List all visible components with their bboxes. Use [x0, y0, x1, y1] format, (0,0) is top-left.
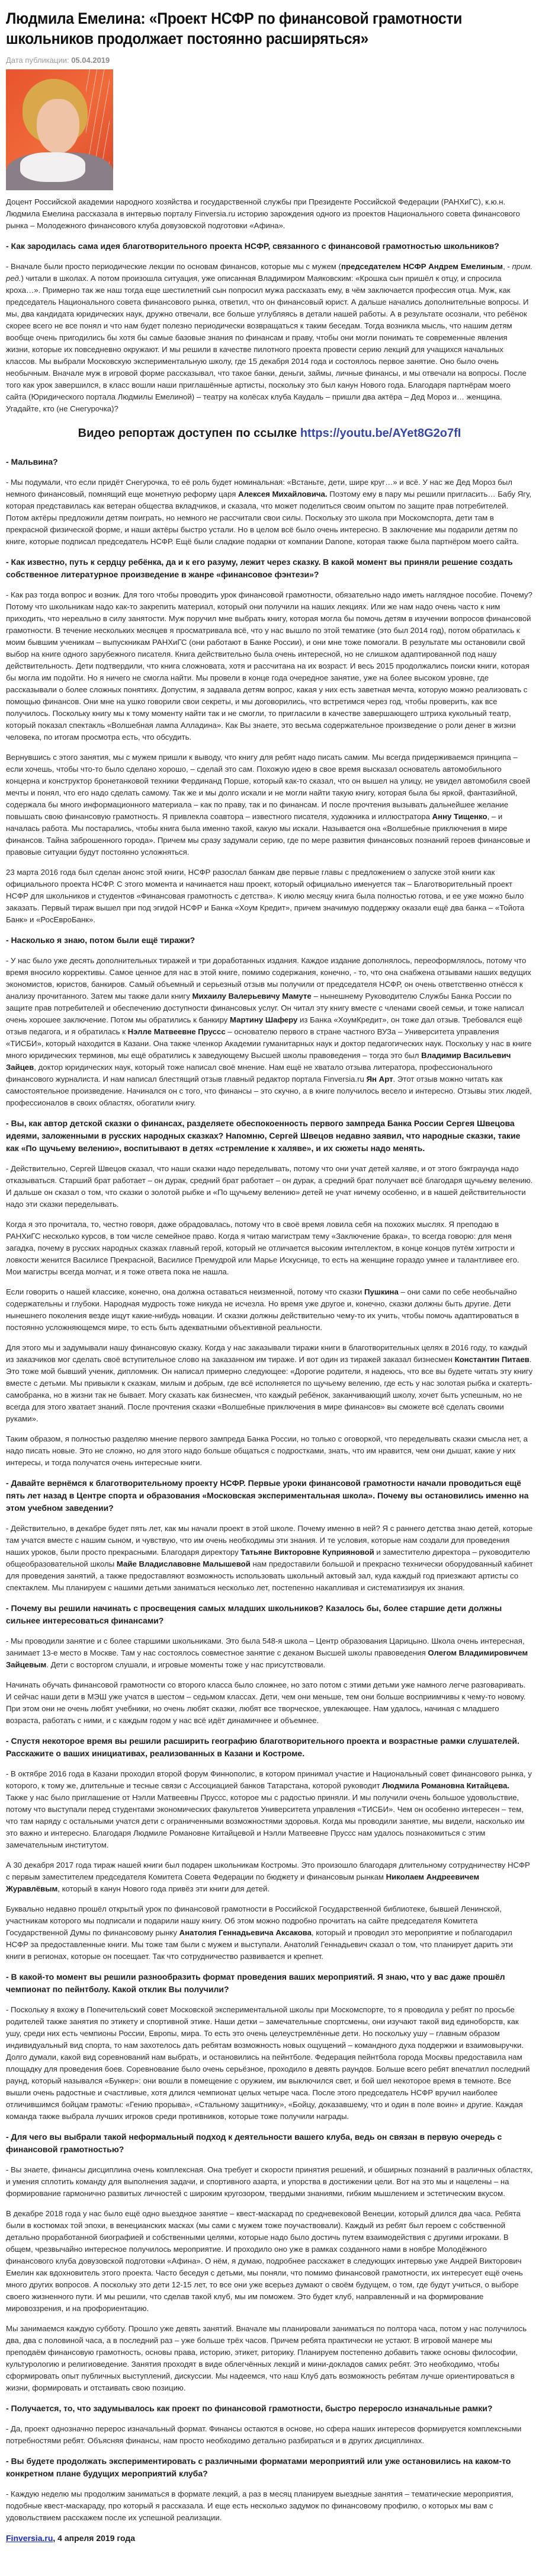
- pubdate-label: Дата публикации:: [6, 56, 69, 65]
- interview-answer-paragraph: - Мы подумали, что если придёт Снегурочка, то её роль будет номинальная: «Встаньте, дети, шире круг…» и всё. У нас же Дед Мороз был немного финансовый, помнящий еще монетную реформу царя Алексея Михайловича. Поэтому ему в пару мы решили пригласить… Бабу Ягу, которая представилась как ветеран общества вкладчиков, и сказала, что может поделиться своим опытом по защите прав потребителей. Потом актёры предложили детям поиграть, но немного не рассчитали свои силы. Поскольку это школа при Москомспорта, дети там в прекрасной физической форме, и наши актёры быстро устали. Но в целом всё было очень интересно. В заключение мы подарили детям по книге, которые подписал председатель НСФР. Ещё были сладкие подарки от компании Danone, которая также была партнёром моего сайта.: [6, 478, 531, 546]
- emphasized-name: Пушкина: [364, 1287, 399, 1296]
- emphasized-name: Николаем Андреевичем Журавлёвым: [6, 1872, 480, 1893]
- article-footer: [6, 2532, 533, 2544]
- interview-answer-paragraph: - Вы знаете, финансы дисциплина очень комплексная. Она требует и скорости принятия решений, и обширных познаний в различных областях, и умения сплотить команду для выполнения задачи, и спортивного азарта, и упорства в достижении цели. Вот на это мы и нацелены – на формирование гармонично развитых личностей с широким кругозором, твердыми знаниями, гибким мышлением и эстетическим вкусом.: [6, 2165, 533, 2198]
- emphasized-name: Константин Питаев: [454, 1355, 530, 1364]
- interview-question: - Мальвина?: [6, 457, 58, 466]
- interview-question: - Получается, то, что задумывалось как проект по финансовой грамотности, быстро переросло изначальные рамки?: [6, 2404, 493, 2413]
- article-title: Людмила Емелина: «Проект НСФР по финансовой грамотности школьников продолжает постоянно расширяться»: [6, 9, 463, 47]
- interview-question: - Как известно, путь к сердцу ребёнка, да и к его разуму, лежит через сказку. В какой момент вы приняли решение создать собственное литературное произведение в жанре «финансовое фэнтези»?: [6, 557, 513, 579]
- footer-date: , 4 апреля 2019 года: [53, 2533, 136, 2543]
- article-body: [6, 240, 533, 2524]
- interview-answer-paragraph: - У нас было уже десять дополнительных тиражей и три доработанных издания. Каждое издание дополнялось, переоформлялось, потому что время вносило коррективы. Самое ценное для нас в этой книге, помимо содержания, конечно, - то, что она снабжена отзывами наших ведущих экономистов, юристов, банкиров. Самый объемный и серьезный отзыв мы получили от председателя НСФР, он очень ответственно отнёсся к анализу прочитанного. Затем мы также дали книгу Михаилу Валерьевичу Мамуте – нынешнему Руководителю Службы Банка России по защите прав потребителей и обеспечению доступности финансовых услуг. Он читал эту книгу вместе с членами своей семьи, и тоже написал очень хорошее заключение. Потом мы обратились к банкиру Мартину Шаферу из Банка «ХоумКредит», он тоже дал отзыв. Требовался ещё отзыв педагога, и я обратилась к Нэлле Матвеевне Пруссс – основателю первого в стране частного ВУЗа – Университета управления «ТИСБИ», который находится в Казани. Она также членкор Академии гуманитарных наук и доктор педагогических наук. Поскольку у нас в книге много юридических терминов, мы ещё обратились к заведующему Высшей школы правоведения – тогда это был Владимир Васильевич Зайцев, доктор юридических наук, который тоже написал своё мнение. Нам ещё не хватало отзыва литератора, профессионального финансового журналиста. И нам написал блестящий отзыв главный редактор портала Finversia.ru Ян Арт. Этот отзыв можно читать как самостоятельное произведение. Начинался он с того, что финансы – это скучно, а в книге получилось весело и интересно. Отзывы этих людей, профессионалов в своих областях, обогатили книгу.: [6, 956, 532, 1107]
- photo-collar: [20, 152, 85, 182]
- emphasized-name: Анатолия Геннадьевича Аксакова: [179, 1928, 312, 1937]
- emphasized-name: Людмила Романовна Китайцева.: [382, 1781, 510, 1790]
- source-link[interactable]: Finversia.ru: [6, 2533, 53, 2543]
- interview-question: - Почему вы решили начинать с просвещения самых младших школьников? Казалось бы, более старшие дети должны сильнее интересоваться финансами?: [6, 1603, 502, 1625]
- interview-answer-paragraph: Буквально недавно прошёл открытый урок по финансовой грамотности в Российской Государственной библиотеке, бывшей Ленинской, участникам которого мы подписали и подарили нашу книгу. Об этом можно подробно прочитать на сайте председателя Комитета Государственной Думы по финансовому рынку Анатолия Геннадьевича Аксакова, который и проводил это мероприятие и поблагодарил НСФР за предоставленные книги. Мы тоже там были с мужем и выступали. Анатолий Геннадьевич сказал о том, что планирует дарить эти книги в регионах, которые он посещает. Так что сотрудничество развивается и крепнет.: [6, 1904, 513, 1961]
- emphasized-name: Майе Владиславовне Малышевой: [116, 1559, 251, 1568]
- interview-answer-paragraph: Начинать обучать финансовой грамотности со второго класса было сложнее, но зато потом с этими детьми уже намного легче разговаривать. И сейчас наши дети в МЭШ уже учатся в шестом – седьмом классах. Дети, чем они меньше, тем они больше восприимчивы к чему-то новому. При этом они не очень любят учебники, но очень любят сказки, любят все творческое, увлекающее. Нам удалось, начиная с младшего возраста, работать с ними, и с каждым годом у нас всё идёт динамичнее и объемнее.: [6, 1680, 526, 1725]
- interview-question: - В какой-то момент вы решили разнообразить формат проведения ваших мероприятий. Я знаю, что у вас даже прошёл чемпионат по пейнтболу. Какой отклик Вы получили?: [6, 1972, 505, 1994]
- video-label: Видео репортаж доступен по ссылке: [78, 427, 297, 440]
- emphasized-name: Нэлле Матвеевне Пруссс: [127, 1027, 226, 1036]
- interview-answer-paragraph: 23 марта 2016 года был сделан анонс этой книги, НСФР разослал банкам две первые главы с предложением о запуске этой книги как официального проекта НСФР. С этого момента и начинается наш проект, который официально именуется так – Благотворительный проект НСФР для школьников и студентов «Финансовая грамотность с детства». К июлю месяцу книга была полностью готова, и ее уже можно было заказать. Первый тираж вышел при под эгидой НСФР и Банка «Хоум Кредит», причем значимую поддержку оказали ещё два банка – «Тойота Банк» и «РосЕвроБанк».: [6, 868, 525, 924]
- article-intro: Доцент Российской академии народного хозяйства и государственной службы при Президенте Российской Федерации (РАНХиГС), к.ю.н. Людмила Емелина рассказала в интервью порталу Finversia.ru историю зарождения одного из проектов Национального совета финансового рынка – Молодежного финансового клуба довузовской подготовки «Афина».: [6, 197, 520, 230]
- interview-answer-paragraph: Таким образом, я полностью разделяю мнение первого зампреда Банка России, но только с оговоркой, что переделывать сказки смысла нет, а надо писать новые. Это не сложно, но для этого надо больше общаться с подростками, знать, что им нравится, чем они дышат, какие у них интересы, и тогда получатся очень интересные книги.: [6, 1434, 528, 1467]
- photo-face: [37, 99, 79, 154]
- emphasized-name: Владимир Васильевич Зайцев: [6, 1051, 511, 1072]
- editor-note: прим. ред.: [6, 262, 533, 283]
- emphasized-name: Татьяне Викторовне Куприяновой: [240, 1548, 374, 1557]
- interview-answer-paragraph: Мы занимаемся каждую субботу. Прошло уже девять занятий. Вначале мы планировали заниматься по полтора часа, потом у нас получилось два, два с половиной часа, а в последний раз – уже больше трёх часов. Причем ребята практически не устают. В игровой манере мы преподаём финансовую грамотность, основы права, историю, этикет, риторику. Планируем постепенно добавить также основы философии, культурологию и религиоведение. Занятия проходят в виде облегчённых лекций и мини-докладов самих ребят. Это необходимо, чтобы сформировать опыт публичных выступлений, дискуссии. Мы надеемся, что наш Клуб дать возможность ребятам лучше ориентироваться в жизни, формировать и отстаивать свою позицию.: [6, 2324, 527, 2392]
- interview-answer-paragraph: - Да, проект однозначно перерос изначальный формат. Финансы остаются в основе, но сфера наших интересов формируется комплексными потребностями ребят. Объясняя финансы, нам просто необходимо детально разбираться и в других дисциплинах.: [6, 2424, 522, 2445]
- interview-answer-paragraph: - Каждую неделю мы продолжим заниматься в формате лекций, а раз в месяц планируем выездные занятия – тематические мероприятия, подобные квест-маскараду, про который я рассказала. И еще есть несколько задумок по финансовому профилю, о которых мы вам с удовольствием расскажем после их успешной реализации.: [6, 2489, 514, 2522]
- emphasized-name: Анну Тищенко: [432, 812, 487, 821]
- emphasized-name: председателем НСФР Андрем Емелиным: [341, 262, 503, 271]
- emphasized-name: Михаилу Валерьевичу Мамуте: [192, 992, 312, 1001]
- interview-question: - Спустя некоторое время вы решили расширить географию благотворительного проекта и возрастные рамки слушателей. Расскажите о ваших инициативах, реализованных в Казани и Костроме.: [6, 1736, 519, 1758]
- interview-answer-paragraph: Когда я это прочитала, то, честно говоря, даже обрадовалась, потому что в своё время ловила себя на похожих мыслях. Я преподаю в РАНХиГС несколько курсов, в том числе семейное право. Когда я читаю магистрам тему «Заключение брака», то всегда говорю: для меня загадка, почему в русских народных сказках главный герой, который не отличается высоким интеллектом, в конце концов путём хитрости и ловкости женится Василисе Прекрасной, Василисе Премудрой или Марье Искуснице, то есть на женщине гораздо умнее и талантливее его. Мои магистры всегда молчат, и я тоже ответа пока не нашла.: [6, 1220, 519, 1276]
- interview-question: - Насколько я знаю, потом были ещё тиражи?: [6, 935, 195, 945]
- interview-answer-paragraph: - В октябре 2016 года в Казани проходил второй форум Финнополис, в котором принимал участие и Национальный совет финансового рынка, у которого, к тому же, длительные и тесные связи с Ассоциацией банков Татарстана, которой руководит Людмила Романовна Китайцева. Также у нас было приглашение от Нэлли Матвеевны Пруссс, которое мы с радостью приняли. И мы получили очень большое удовольствие, потому что выступали перед студентами экономических факультетов Университета управления «ТИСБИ». Чем он особенно интересен – тем, что там наряду с остальными учатся дети с ограниченными возможностями здоровья. Когда мы проводили занятие, мы видели, насколько им это важно и интересно. Благодаря Людмиле Романовне Китайцевой и Нэлли Матвеевне Пруссс нам удалось познакомиться с этим замечательным институтом.: [6, 1769, 532, 1849]
- interview-answer-paragraph: - Действительно, Сергей Швецов сказал, что наши сказки надо переделывать, потому что они учат детей халяве, и от этого бэкграунда надо отказываться. Старший брат работает – он дурак, средний брат работает – он дурак, а средний брат получает всё благодаря щучьему велению. И дальше он сказал о том, что сказки о золотой рыбке и «По щучьему велению» детей не учат ничему особенно, и в нашей действительности надо эти сказки переделывать.: [6, 1164, 533, 1209]
- author-photo: [6, 69, 113, 190]
- interview-answer-paragraph: Вернувшись с этого занятия, мы с мужем пришли к выводу, что книгу для ребят надо писать самим. Мы всегда придерживаемся принципа – если хочешь, чтобы что-то было сделано хорошо, – сделай это сам. Похожую идею в свое время высказал основатель автомобильного концерна и конструктор бронетанковой техники Фердинанд Порше, который как-то сказал, что он вышел на улицу, не увидел автомобиля своей мечты и понял, что его надо сделать самому. Так же и мы долго искали и не могли найти такую книгу, которая была бы яркой, фантазийной, содержала бы много информационного материала – как по праву, так и по финансам. И после прочтения вызывать дальнейшее желание повышать свою финансовую грамотность. Я привлекла соавтора – известного писателя, художника и иллюстратора Анну Тищенко, – и началась работа. Мы постарались, чтобы книга была именно такой, какую мы искали. Называется она «Волшебные приключения в мире финансов. Тайна заброшенного города». Причем мы сразу задумали серию, где по мере развития финансовых познаний героев финансовые и правовые ситуации будут постоянно усложняться.: [6, 753, 531, 856]
- video-link[interactable]: https://youtu.be/AYet8G2o7fI: [300, 427, 461, 440]
- emphasized-name: Алексея Михайловича.: [238, 490, 328, 498]
- emphasized-name: Мартину Шаферу: [229, 1015, 298, 1024]
- interview-answer-paragraph: Если говорить о нашей классике, конечно, она должна оставаться неизменной, потому что сказки Пушкина – они сами по себе необычайно содержательны и глубоки. Народная мудрость тоже никуда не исчезла. Но время уже другое и, конечно, сказки должны быть другие. Дети нынешнего поколения везде ищут какие-нибудь новации. И сказки должны действительно чему-то их учить, чтобы помочь адаптироваться в постоянно усложняющемся мире, то есть быть адекватными объективной реальности.: [6, 1287, 519, 1332]
- interview-answer-paragraph: - Мы проводили занятие и с более старшими школьниками. Это была 548-я школа – Центр образования Царицыно. Школа очень интересная, занимает 13-е место в Москве. Там у нас состоялось совместное занятие с деканом Высшей школы правоведения Олегом Владимировичем Зайцевым. Дети с восторгом слушали, и игровые моменты тоже у нас присутствовали.: [6, 1637, 528, 1669]
- interview-answer-paragraph: - Действительно, в декабре будет пять лет, как мы начали проект в этой школе. Почему именно в ней? Я с раннего детства знаю детей, которые там учатся вместе с нашим сыном, и чувствую, что им очень необходимы эти знания. И те условия, которые нам создали для проведения наших уроков, были просто прекрасными. Благодаря директору Татьяне Викторовне Куприяновой и заместителю директора – руководителю общеобразовательной школы Майе Владиславовне Малышевой нам предоставили большой и прекрасно технически оборудованный кабинет для проведения занятий, а также предоставляют возможность использовать школьный актовый зал, куда каждый год приезжают артисты со спектаклем. Мы планируем с нашими детьми заниматься несколько лет, постепенно накапливая и систематизируя их знания.: [6, 1524, 533, 1592]
- publication-date: [6, 56, 533, 65]
- interview-answer-paragraph: Для этого мы и задумывали нашу финансовую сказку. Когда у нас заказывали тиражи книги в благотворительных целях в 2016 году, то каждый из заказчиков мог сделать своё вступительное слово на заказанном им тираже. И вот один из тиражей заказал бизнесмен Константин Питаев. Это тоже мой бывший ученик, дипломник. Он написал примерно следующее: «Дорогие родители, я надеюсь, что все вы будете читать эту книгу вместе с детьми. Мы привыкли к сказкам, милым и добрым, где всё исполняется по щучьему велению, где есть у нас золотая рыбка и скатерть-самобранка, но в жизни так не бывает. Могу сказать как бизнесмен, что каждый ребёнок, заканчивающий школу, хочет быть успешным, но не всегда для этого хватает знаний. После прочтения сказки «Волшебные приключения в мире финансов» вы сможете всё сделать своими руками».: [6, 1343, 533, 1423]
- interview-answer-paragraph: А 30 декабря 2017 года тираж нашей книги был подарен школьникам Костромы. Это произошло благодаря длительному сотрудничеству НСФР с первым заместителем председателя Комитета Совета Федерации по бюджету и финансовым рынкам Николаем Андреевичем Журавлёвым, который в канун Нового года привёз эти книги для детей.: [6, 1861, 530, 1893]
- interview-question: - Как зародилась сама идея благотворительного проекта НСФР, связанного с финансовой грамотностью школьников?: [6, 241, 499, 251]
- video-report: [6, 427, 533, 440]
- interview-answer-paragraph: В декабре 2018 года у нас было ещё одно выездное занятие – квест-маскарад по средневековой Венеции, который длился два часа. Ребята были в костюмах той эпохи, в венецианских масках (мы сами с мужем тоже поучаствовали). Каждый из ребят был героем с собственной детально проработанной биографией и собственными целями, которые надо было достичь путем взаимодействия с другими игроками. В общем, чрезвычайно интересное получилось мероприятие. И проходило оно уже в рамках созданного нами в ноябре Молодёжного финансового клуба довузовской подготовки «Афина». О нём, я думаю, подробнее расскажет в следующих интервью уже Андрей Викторович Емелин как вдохновитель этого проекта. Часто беседуя с детьми, мы поняли, что помимо финансовой грамотности, их интересует ещё очень много других вопросов. А поскольку это дети 12-15 лет, то все они уже всерьез думают о своём будущем, о том, где будут учиться, о выборе своего жизненного пути. И мы решили, что сделав такой клуб, мы им поможем. Это будет клуб, направленный и на формирование мировоззрения, и на профориентацию.: [6, 2209, 523, 2313]
- interview-question: - Вы, как автор детской сказки о финансах, разделяете обеспокоенность первого зампреда Банка России Сергея Швецова идеями, заложенными в русских народных сказках? Напомню, Сергей Швецов недавно заявил, что народные сказки, такие как «По щучьему велению», воспитывают в детях «стремление к халяве», и их сюжеты надо менять.: [6, 1118, 521, 1153]
- interview-answer-paragraph: - Как раз тогда вопрос и возник. Для того чтобы проводить урок финансовой грамотности, обязательно надо иметь наглядное пособие. Почему? Потому что школьникам надо как-то закрепить материал, который они получили на наших лекциях. Или же нам надо очень часто к ним приходить, что нереально в силу занятости. Муж поручил мне выбрать книгу, которая могла бы помочь детям в изучении вопросов финансовой грамотности. В течение нескольких месяцев я просматривала всё, что у нас вышло по этой тематике (это был 2014 год), потом обратилась к моим бывшим ученикам – выпускникам РАНХиГС (они работают в Банке России), и они мне тоже помогали. В результате мы остановили свой выбор на книге одного зарубежного писателя. Книга действительно была очень интересной, но не слишком адаптированной под нашу действительность. Дети подтвердили, что книга сложновата, хотя и рассчитана на их возраст. И весь 2015 продолжались поиски книги, которая бы могла им подойти. Но я ничего не смогла найти. Мы провели в конце года очередное занятие, уже на более высоком уровне, где рассказывали о более сложных понятиях. Допустим, я задавала детям вопрос, какая у них есть заветная мечта, которую можно реализовать с помощью финансов. Они мне на ушко говорили свои секреты, и мы договорились, что встретимся через год, чтобы проверить, как все получилось. Поскольку книгу мы к тому моменту найти так и не смогли, то пригласили в качестве завершающего штриха кукольный театр, который показал спектакль «Волшебная лампа Алладина». Как Вы знаете, это весьма содержательное произведение о роли денег в жизни человека, по итогам просмотра есть, что обсудить.: [6, 590, 532, 742]
- interview-answer-paragraph: - Вначале были просто периодические лекции по основам финансов, которые мы с мужем (председателем НСФР Андрем Емелиным, - прим. ред.) читали в школах. А потом произошла ситуация, уже описанная Владимиром Маяковским: «Крошка сын пришёл к отцу, и спросила кроха…». Примерно так же наш тогда еще шестилетний сын попросил мужа рассказать ему, в чём заключается профессия отца. Муж, как председатель Национального совета финансового рынка, ответил, что он финансовый юрист. А дальше начались дополнительные вопросы. И мы, два кандидата юридических наук, дружно отвечали, все больше углубляясь в детали нашей работы. А в результате осознали, что ребёнок скорее всего не все понял и что нам будет полезно периодически возвращаться к таким беседам. Тогда возникла мысль, что нашим детям вообще очень пригодились бы хотя бы самые базовые знания по финансам и праву, чтобы они могли понимать те современные явления жизни, которые их повседневно окружают. И мы решили в качестве пилотного проекта провести серию лекций для учащихся начальных классов. Мы выбрали Московскую экспериментальную школу, где 15 декабря 2014 года и состоялось первое занятие. Оно было очень необычным. Вначале муж в игровой форме рассказывал, что такое банки, деньги, займы, личные финансы, и мы отвечали на вопросы. После того как урок завершился, в класс вошли наши приглашённые артисты, поскольку это был канун Нового года. Благодаря партнёрам моего сайта (Юридического портала Людмилы Емелиной) – театру на колёсах клуба Каудаль – пришли два актёра – Дед Мороз и… женщина. Угадайте, кто (не Снегурочка)?: [6, 262, 533, 413]
- interview-question: - Давайте вернёмся к благотворительному проекту НСФР. Первые уроки финансовой грамотности начали проводиться ещё пять лет назад в Центре спорта и образования «Московская экспериментальная школа». Почему вы остановились именно на этом учебном заведении?: [6, 1478, 529, 1513]
- emphasized-name: Ян Арт: [366, 1075, 393, 1084]
- pubdate-value: 05.04.2019: [71, 56, 110, 65]
- interview-question: - Для чего вы выбрали такой неформальный подход к деятельности вашего клуба, ведь он связан в первую очередь с финансовой грамотностью?: [6, 2132, 502, 2154]
- emphasized-name: Олегом Владимировичем Зайцевым: [6, 1648, 528, 1669]
- interview-question: - Вы будете продолжать экспериментировать с различными форматами мероприятий или уже остановились на каком-то конкретном плане будущих мероприятий клуба?: [6, 2456, 511, 2478]
- interview-answer-paragraph: - Поскольку я вхожу в Попечительский совет Московской экспериментальной школы при Москомспорте, то я проводила у ребят по просьбе родителей также занятия по этикету и спортивной этике. Наши детки – замечательные спортсмены, они изучают такой вид единоборств, как ушу, среди них есть чемпионы России, Европы, мира. То есть это очень целеустремлённые дети. Но поскольку ушу – главным образом индивидуальный вид спорта, то нам захотелось дать ребятам возможность новых ощущений – командного духа поддержки и взаимовыручки. Долго думали, какой вид соревнований нам выбрать, и остановились на пейнтболе. Федерация пейнтбола города Москвы предоставила нам площадку для проведения боев. Соревнование было очень серьёзное, проходило в девять раундов. Больше всего ребят впечатлил последний раунд, который назывался «Бункер»: они вошли в помещение с оружием, им выключился свет, и бой шел некоторое время в темноте. Все вышли очень радостные и счастливые, хотя длился чемпионат целых четыре часа. После этого председатель НСФР вручил наиболее отличившимся бойцам грамоты: «Гению прорыва», «Стальному защитнику», «Бойцу, доказавшему, что и один в поле воин» и другие. Каждая команда также выбрала лучших игроков среди противников, которые тоже получили награды.: [6, 2005, 530, 2121]
